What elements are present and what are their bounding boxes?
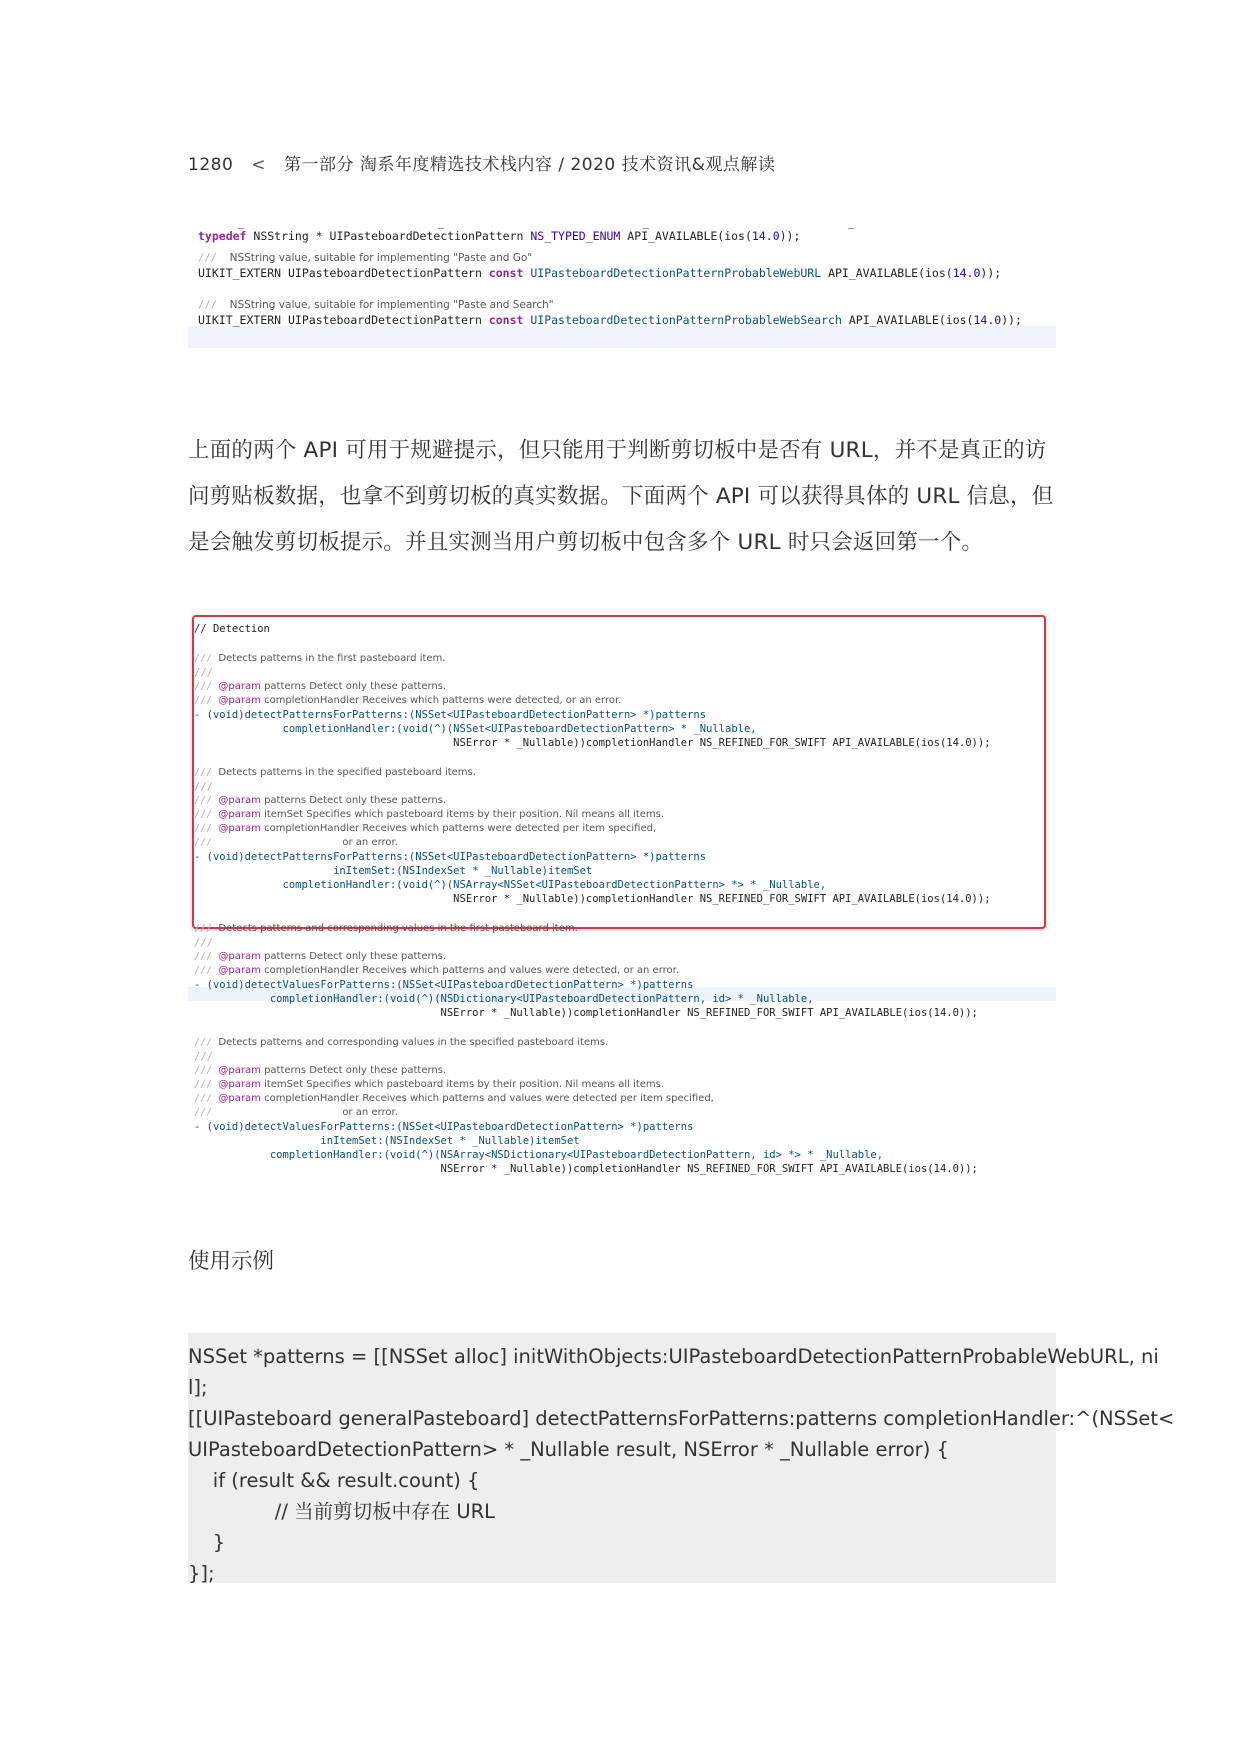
comment-line: /// or an error. xyxy=(194,837,398,848)
comment-line: /// Detects patterns and corresponding values in the specified pasteboard items. xyxy=(194,1037,609,1048)
comment-line: /// NSString value, suitable for implementing "Paste and Go" xyxy=(198,252,533,264)
code-line: // 当前剪切板中存在 URL xyxy=(188,1500,496,1523)
comment-line: /// xyxy=(194,781,213,793)
comment-line: /// @param itemSet Specifies which pasteboard items by their position. Nil means all items. xyxy=(194,809,665,820)
code-line: NSError * _Nullable))completionHandler NS_REFINED_FOR_SWIFT API_AVAILABLE(ios(14.0)); xyxy=(194,893,991,905)
code-line: l]; xyxy=(188,1376,208,1399)
comment-line: /// @param patterns Detect only these patterns. xyxy=(194,795,447,806)
page-number: 1280 xyxy=(188,155,234,175)
code-line: }]; xyxy=(188,1562,215,1585)
code-line: completionHandler:(void(^)(NSDictionary<UIPasteboardDetectionPattern, id> * _Nullable, xyxy=(194,993,814,1005)
code-line: - (void)detectPatternsForPatterns:(NSSet<UIPasteboardDetectionPattern> *)patterns xyxy=(194,709,707,721)
page-header xyxy=(188,150,775,175)
code-line: UIKIT_EXTERN UIPasteboardDetectionPattern const UIPasteboardDetectionPatternProbableWebSearch API_AVAILABLE(ios(14.0)); xyxy=(198,313,1022,327)
code-screenshot-2 xyxy=(188,612,1056,1192)
comment-line: /// @param completionHandler Receives which patterns were detected per item specified, xyxy=(194,823,657,834)
chevron-left-icon: < xyxy=(251,155,267,175)
comment-line: /// or an error. xyxy=(194,1107,398,1118)
code-line: } xyxy=(188,1531,226,1554)
comment-line: /// xyxy=(194,1051,213,1063)
code-line: UIPasteboardDetectionPattern> * _Nullable result, NSError * _Nullable error) { xyxy=(188,1438,949,1461)
section-title: 第一部分 淘系年度精选技术栈内容 / 2020 技术资讯&观点解读 xyxy=(284,155,776,175)
code-screenshot-1 xyxy=(188,226,1056,372)
comment-line: /// Detects patterns in the specified pasteboard items. xyxy=(194,767,476,778)
code-line: completionHandler:(void(^)(NSArray<NSDictionary<UIPasteboardDetectionPattern, id> *> * _Nullable, xyxy=(194,1149,884,1161)
comment-line: /// @param patterns Detect only these patterns. xyxy=(194,951,447,962)
comment-line: /// Detects patterns in the first pasteboard item. xyxy=(194,653,446,664)
code-line: // Detection xyxy=(194,623,270,635)
code-line: inItemSet:(NSIndexSet * _Nullable)itemSet xyxy=(194,865,593,877)
code-line: completionHandler:(void(^)(NSArray<NSSet<UIPasteboardDetectionPattern> *> * _Nullable, xyxy=(194,879,827,891)
code-line: - (void)detectValuesForPatterns:(NSSet<UIPasteboardDetectionPattern> *)patterns xyxy=(194,979,694,991)
code-block xyxy=(188,1333,1175,1585)
code-line: NSError * _Nullable))completionHandler NS_REFINED_FOR_SWIFT API_AVAILABLE(ios(14.0)); xyxy=(194,737,991,749)
code-line: [[UIPasteboard generalPasteboard] detectPatternsForPatterns:patterns completionHandler:^(NSSet< xyxy=(188,1407,1175,1430)
code-line: UIKIT_EXTERN UIPasteboardDetectionPattern const UIPasteboardDetectionPatternProbableWebURL API_AVAILABLE(ios(14.0)); xyxy=(198,266,1002,280)
code-line: NSError * _Nullable))completionHandler NS_REFINED_FOR_SWIFT API_AVAILABLE(ios(14.0)); xyxy=(194,1007,978,1019)
comment-line: /// @param patterns Detect only these patterns. xyxy=(194,681,447,692)
comment-line: /// @param completionHandler Receives which patterns were detected, or an error. xyxy=(194,695,622,706)
comment-line: /// xyxy=(194,667,213,679)
comment-line: /// @param itemSet Specifies which pasteboard items by their position. Nil means all items. xyxy=(194,1079,665,1090)
highlight-box xyxy=(192,615,1046,929)
comment-line: /// Detects patterns and corresponding values in the first pasteboard item. xyxy=(194,923,578,934)
comment-line: /// xyxy=(194,937,213,949)
code-line: if (result && result.count) { xyxy=(188,1469,480,1492)
code-line: inItemSet:(NSIndexSet * _Nullable)itemSet xyxy=(194,1135,580,1147)
body-paragraph: 上面的两个 API 可用于规避提示，但只能用于判断剪切板中是否有 URL，并不是真正的访问剪贴板数据，也拿不到剪切板的真实数据。下面两个 API 可以获得具体的 URL 信息，但是会触发剪切板提示。并且实测当用户剪切板中包含多个 URL 时只会返回第一个。 xyxy=(188,438,1054,555)
code-line: typedef NSString * UIPasteboardDetectionPattern NS_TYPED_ENUM API_AVAILABLE(ios(14.0)); xyxy=(198,229,801,243)
code-line: completionHandler:(void(^)(NSSet<UIPasteboardDetectionPattern> * _Nullable, xyxy=(194,723,757,735)
code-line: - (void)detectPatternsForPatterns:(NSSet<UIPasteboardDetectionPattern> *)patterns xyxy=(194,851,707,863)
comment-line: /// NSString value, suitable for implementing "Paste and Search" xyxy=(198,299,554,311)
highlight-row xyxy=(188,326,1056,348)
code-line: NSSet *patterns = [[NSSet alloc] initWithObjects:UIPasteboardDetectionPatternProbableWebURL, ni xyxy=(188,1345,1159,1368)
comment-line: /// @param completionHandler Receives which patterns and values were detected, or an error. xyxy=(194,965,680,976)
code-line: NSError * _Nullable))completionHandler NS_REFINED_FOR_SWIFT API_AVAILABLE(ios(14.0)); xyxy=(194,1163,978,1175)
comment-line: /// @param patterns Detect only these patterns. xyxy=(194,1065,447,1076)
section-heading: 使用示例 xyxy=(188,1249,275,1274)
comment-line: /// @param completionHandler Receives which patterns and values were detected per item specified, xyxy=(194,1093,714,1104)
code-line: - (void)detectValuesForPatterns:(NSSet<UIPasteboardDetectionPattern> *)patterns xyxy=(194,1121,694,1133)
